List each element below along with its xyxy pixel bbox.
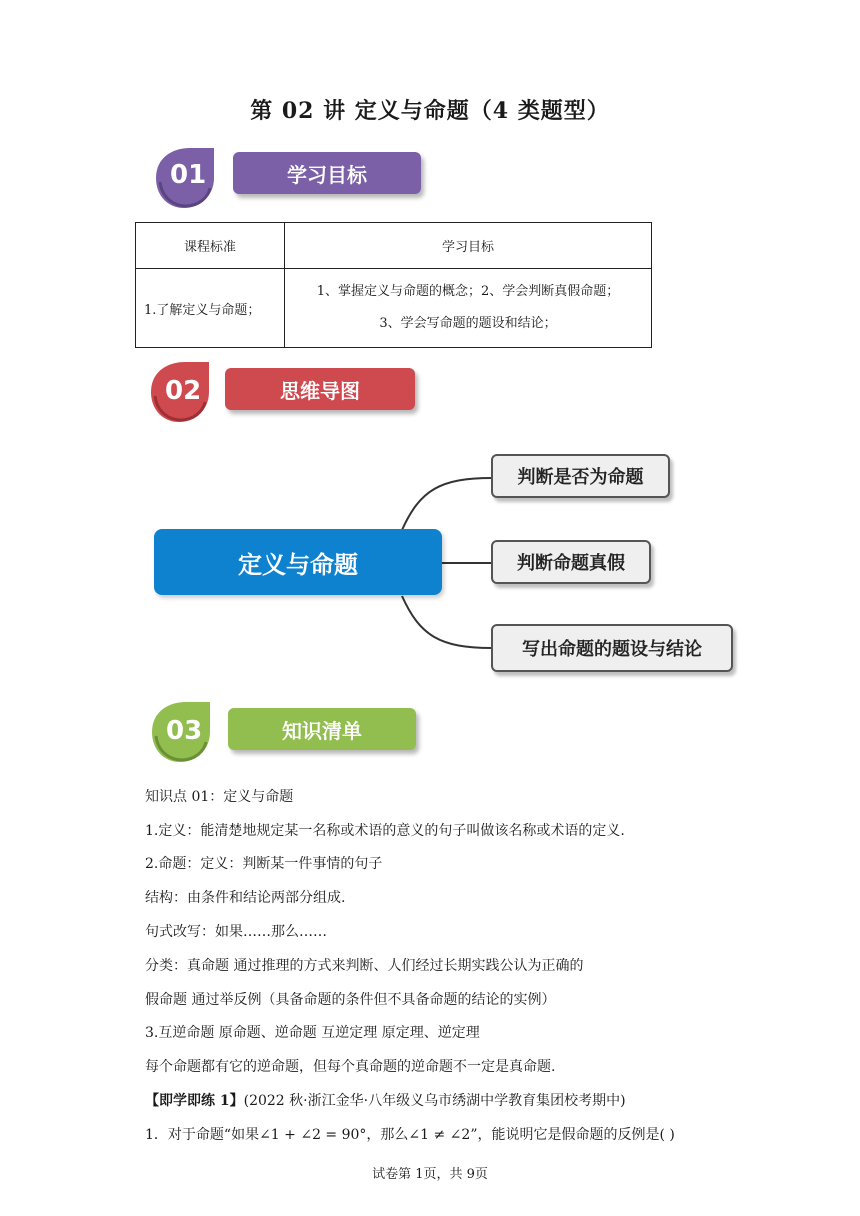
mindmap-branch-2: 判断命题真假 xyxy=(491,540,651,584)
table-cell-standard: 1.了解定义与命题； xyxy=(136,269,285,348)
mindmap-branch-1: 判断是否为命题 xyxy=(491,454,670,498)
exercise-title: 【即学即练 1】 xyxy=(145,1093,244,1109)
section-number: 01 xyxy=(170,160,207,190)
knowledge-line-4: 句式改写：如果……那么…… xyxy=(145,924,327,940)
section-01-banner: 学习目标 xyxy=(233,152,421,194)
knowledge-point-title: 知识点 01：定义与命题 xyxy=(145,789,294,805)
table-header-goal: 学习目标 xyxy=(285,223,652,269)
goal-line-1: 1、掌握定义与命题的概念；2、学会判断真假命题； xyxy=(316,284,620,299)
mindmap-branch-3: 写出命题的题设与结论 xyxy=(491,624,733,672)
section-03-badge xyxy=(144,698,216,766)
knowledge-line-8: 每个命题都有它的逆命题，但每个真命题的逆命题不一定是真命题. xyxy=(145,1059,556,1075)
question-1: 1．对于命题“如果∠1 + ∠2 = 90°，那么∠1 ≠ ∠2”，能说明它是假命题的反例是( ) xyxy=(145,1127,675,1143)
page-footer: 试卷第 1页，共 9页 xyxy=(372,1167,488,1182)
goal-line-2: 3、学会写命题的题设和结论； xyxy=(379,316,557,331)
knowledge-line-1: 1.定义：能清楚地规定某一名称或术语的意义的句子叫做该名称或术语的定义. xyxy=(145,823,625,839)
section-02-banner: 思维导图 xyxy=(225,368,415,410)
mindmap-center-node: 定义与命题 xyxy=(154,529,442,595)
exercise-source: (2022 秋·浙江金华·八年级义乌市绣湖中学教育集团校考期中) xyxy=(243,1093,626,1109)
knowledge-line-5: 分类：真命题 通过推理的方式来判断、人们经过长期实践公认为正确的 xyxy=(145,958,584,974)
knowledge-line-7: 3.互逆命题 原命题、逆命题 互逆定理 原定理、逆定理 xyxy=(145,1025,480,1041)
section-number: 03 xyxy=(166,716,203,746)
page-title: 第 02 讲 定义与命题（4 类题型） xyxy=(250,98,610,124)
knowledge-line-3: 结构：由条件和结论两部分组成. xyxy=(145,890,346,906)
knowledge-line-6: 假命题 通过举反例（具备命题的条件但不具备命题的结论的实例） xyxy=(145,992,556,1008)
table-header-standard: 课程标准 xyxy=(136,223,285,269)
exercise-heading xyxy=(145,1090,626,1110)
section-number: 02 xyxy=(165,376,202,406)
knowledge-line-2: 2.命题：定义：判断某一件事情的句子 xyxy=(145,856,383,872)
section-03-banner: 知识清单 xyxy=(228,708,416,750)
